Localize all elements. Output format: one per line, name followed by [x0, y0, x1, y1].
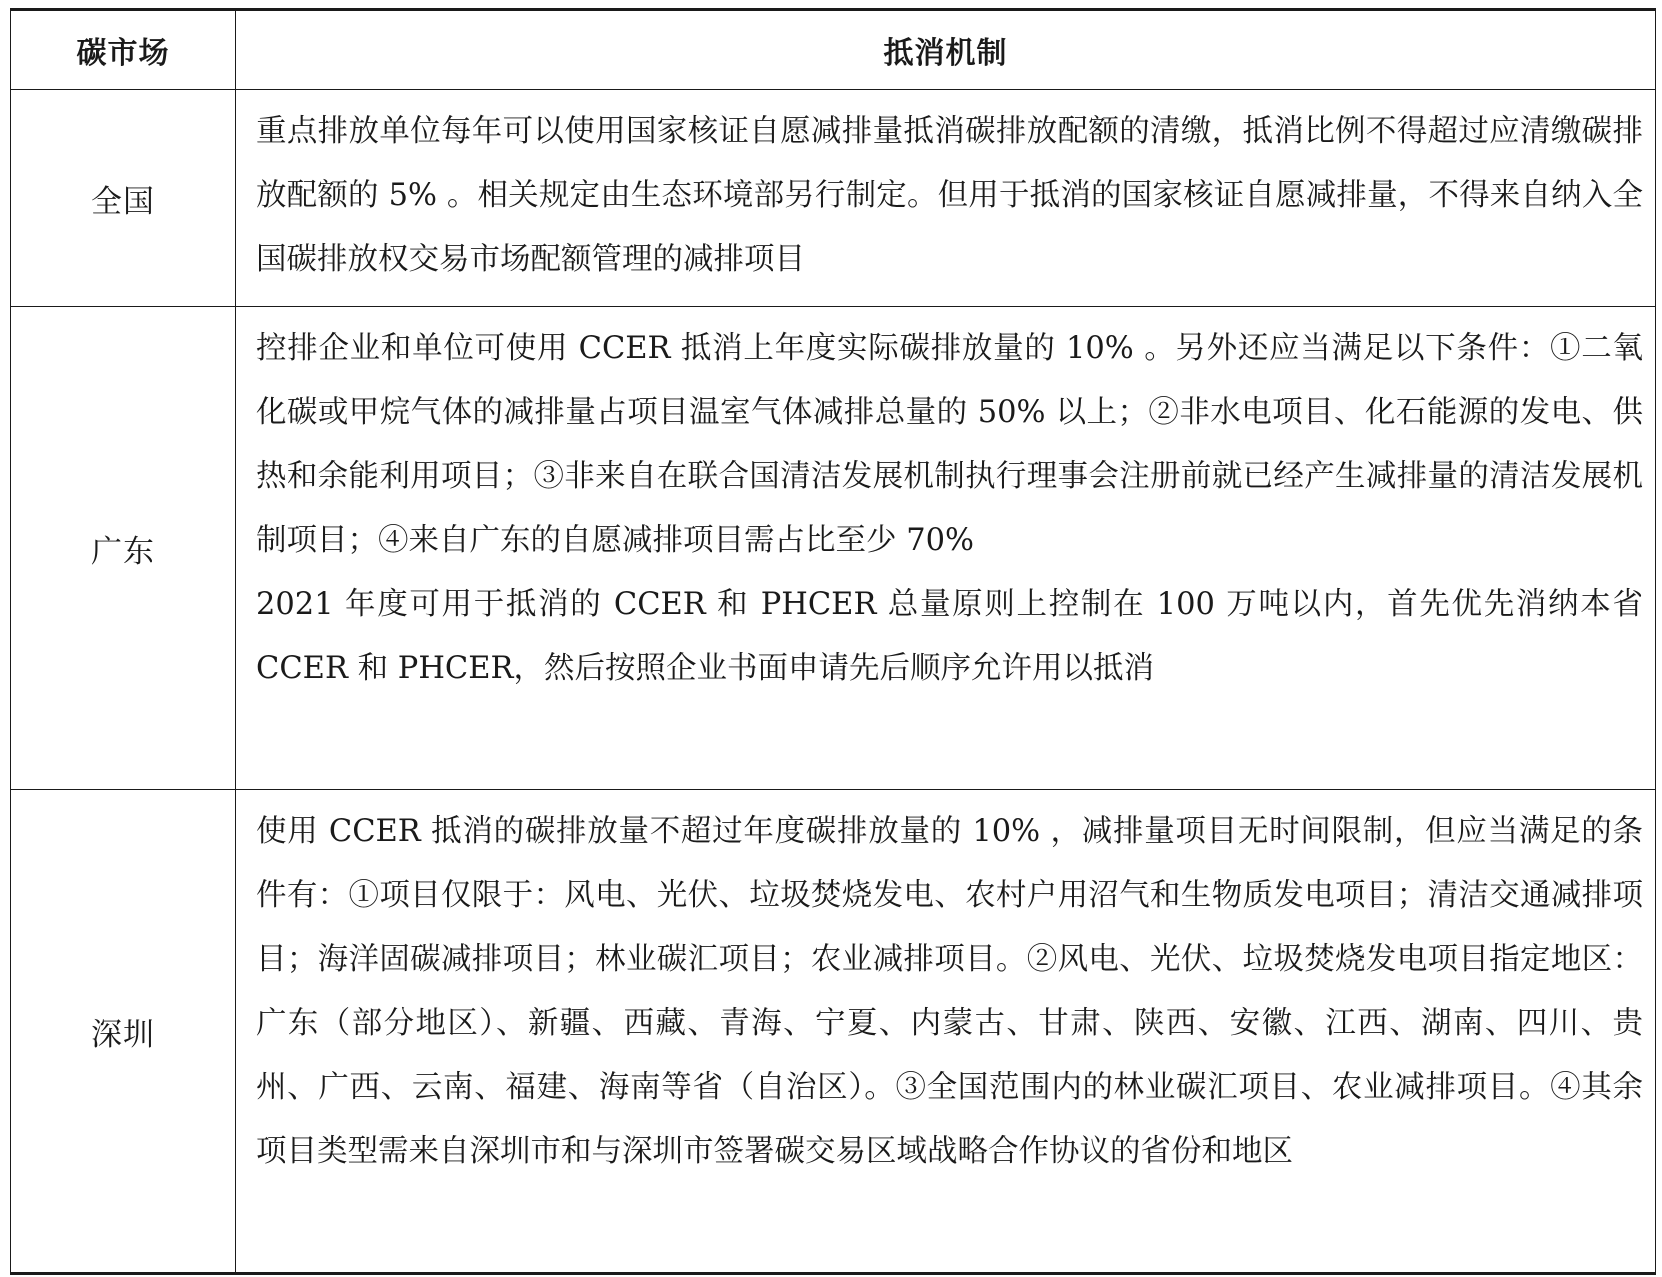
mechanism-paragraph: 重点排放单位每年可以使用国家核证自愿减排量抵消碳排放配额的清缴，抵消比例不得超过应清缴碳排放配额的 5% 。相关规定由生态环境部另行制定。但用于抵消的国家核证自愿减排量，不得来自纳入全国碳排放权交易市场配额管理的减排项目 — [256, 114, 1643, 277]
header-mechanism: 抵消机制 — [236, 10, 1656, 90]
mechanism-paragraph: 控排企业和单位可使用 CCER 抵消上年度实际碳排放量的 10% 。另外还应当满足以下条件：①二氧化碳或甲烷气体的减排量占项目温室气体减排总量的 50% 以上；②非水电项目、化石能源的发电、供热和余能利用项目；③非来自在联合国清洁发展机制执行理事会注册前就已经产生减排量的清洁发展机制项目；④来自广东的自愿减排项目需占比至少 70% — [256, 331, 1643, 558]
market-cell: 深圳 — [11, 790, 236, 1274]
mechanism-paragraph: 2021 年度可用于抵消的 CCER 和 PHCER 总量原则上控制在 100 万吨以内，首先优先消纳本省 CCER 和 PHCER，然后按照企业书面申请先后顺序允许用以抵消 — [256, 587, 1643, 686]
table-header — [11, 10, 1656, 90]
header-market: 碳市场 — [11, 10, 236, 90]
table-row-shenzhen — [11, 790, 1656, 1274]
carbon-offset-table — [10, 8, 1656, 1275]
table-body — [11, 90, 1656, 1274]
table-row-national — [11, 90, 1656, 307]
table-row-guangdong — [11, 307, 1656, 790]
mechanism-paragraph: 使用 CCER 抵消的碳排放量不超过年度碳排放量的 10% ，减排量项目无时间限制，但应当满足的条件有：①项目仅限于：风电、光伏、垃圾焚烧发电、农村户用沼气和生物质发电项目；清洁交通减排项目；海洋固碳减排项目；林业碳汇项目；农业减排项目。②风电、光伏、垃圾焚烧发电项目指定地区：广东（部分地区）、新疆、西藏、青海、宁夏、内蒙古、甘肃、陕西、安徽、江西、湖南、四川、贵州、广西、云南、福建、海南等省（自治区）。③全国范围内的林业碳汇项目、农业减排项目。④其余项目类型需来自深圳市和与深圳市签署碳交易区域战略合作协议的省份和地区 — [256, 814, 1643, 1169]
header-row — [11, 10, 1656, 90]
mechanism-cell — [236, 790, 1656, 1274]
mechanism-cell — [236, 90, 1656, 307]
market-cell: 广东 — [11, 307, 236, 790]
mechanism-cell — [236, 307, 1656, 790]
market-cell: 全国 — [11, 90, 236, 307]
